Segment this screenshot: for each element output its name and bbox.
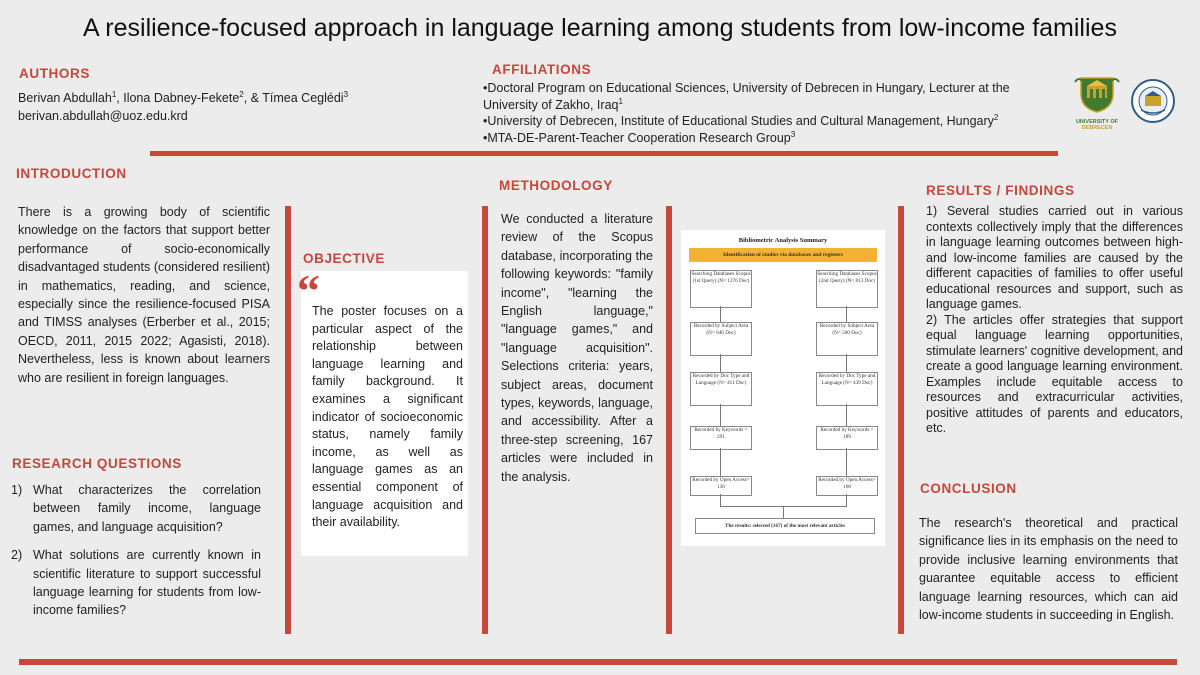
affiliation-text: University of Zakho, Iraq: [483, 97, 619, 112]
flow-left-box-2: Recorded by Subject Area (N= 646 Doc): [690, 322, 752, 356]
introduction-heading: INTRODUCTION: [16, 166, 127, 181]
affiliation-text: •University of Debrecen, Institute of Educational Studies and Cultural Management, Hungary: [483, 114, 994, 128]
flow-right-box-5: Recorded by Open Access= 168: [816, 476, 878, 496]
affiliation-sup: 2: [993, 112, 999, 122]
flow-arrow: [720, 448, 721, 476]
flow-arrow: [846, 494, 847, 506]
research-questions-list: [11, 481, 261, 630]
debrecen-logo-text: [1073, 119, 1121, 131]
right-vertical-divider: [898, 206, 904, 634]
affiliations-heading: AFFILIATIONS: [492, 62, 592, 77]
flow-left-box-4: Recorded by Keywords = 291: [690, 426, 752, 450]
objective-heading: OBJECTIVE: [303, 251, 385, 266]
objective-body: The poster focuses on a particular aspect of the relationship between language learning and family background. It examines a significant indicator of socioeconomic status, namely family income, as well as language games as an essential component of language acquisition and their availability.: [312, 304, 463, 530]
methodology-heading: METHODOLOGY: [499, 178, 613, 193]
top-divider: [150, 151, 1058, 156]
research-question-item: [11, 546, 261, 620]
author-sep: , &: [243, 91, 263, 105]
flow-arrow: [720, 404, 721, 426]
logo-line: DEBRECEN: [1081, 125, 1113, 131]
affiliation-text: •Doctoral Program on Educational Sciences, University of Debrecen in Hungary, Lecturer at the: [483, 81, 1010, 95]
research-questions-heading: RESEARCH QUESTIONS: [12, 456, 182, 471]
author-name: Ilona Dabney-Fekete: [123, 91, 240, 105]
logo-line: UNIVERSITY OF: [1075, 119, 1119, 125]
results-heading: RESULTS / FINDINGS: [926, 183, 1075, 198]
research-question-item: [11, 481, 261, 536]
author-sup: 3: [343, 89, 349, 99]
seal-icon: [1130, 78, 1176, 124]
debrecen-crest-icon: [1073, 74, 1121, 114]
affiliation-item-cont: [483, 97, 1063, 114]
flow-arrow: [720, 494, 721, 506]
bibliometric-flowchart: [681, 230, 885, 546]
author-sup: 1: [111, 89, 117, 99]
quote-icon: “: [297, 265, 320, 316]
rq-text: What solutions are currently known in scientific literature to support successful language learning for students from low-income families?: [33, 548, 261, 618]
flow-result-box: The results: selected (167) of the most relevant articles: [695, 518, 875, 534]
flow-arrow: [783, 506, 784, 518]
flow-right-box-2: Recorded by Subject Area (N= 500 Doc): [816, 322, 878, 356]
results-paragraph-1: 1) Several studies carried out in various contexts collectively imply that the differences in language learning outcomes between high- and low-income families are caused by the different capacities of families to offer useful educational resources and support, such as language games.: [926, 204, 1183, 311]
flow-arrow: [720, 306, 721, 322]
left-vertical-divider: [285, 206, 291, 634]
author-sep: ,: [116, 91, 124, 105]
authors-heading: AUTHORS: [19, 66, 90, 81]
author-email: berivan.abdullah@uoz.edu.krd: [18, 109, 188, 124]
rq-number: 2): [11, 548, 23, 563]
author-name: Berivan Abdullah: [18, 91, 112, 105]
flow-left-box-1: Searching Databases Scopus (1st Query) (N= 1276 Doc): [690, 270, 752, 308]
introduction-body: There is a growing body of scientific knowledge on the factors that support better performance of socio-economically disadvantaged students (considered resilient) in mathematics, reading, and science, especially since the resilience-focused PISA and TIMSS analyses (Erberber et al., 2015; OECD, 2011, 2015 2022; Agasisti, 2018). Nevertheless, less is known about learners who are resilient in foreign languages.: [18, 205, 270, 385]
institute-seal-logo: [1130, 78, 1176, 124]
flow-arrow: [846, 354, 847, 372]
flow-arrow: [846, 448, 847, 476]
middle-vertical-divider: [482, 206, 488, 634]
affiliation-item: [483, 130, 1063, 147]
rq-number: 1): [11, 483, 23, 497]
author-names: [18, 89, 458, 107]
university-debrecen-logo: [1073, 74, 1121, 131]
flow-arrow: [846, 404, 847, 426]
flow-arrow: [846, 306, 847, 322]
flow-arrow: [720, 354, 721, 372]
results-body: [926, 204, 1183, 437]
affiliation-item: [483, 80, 1063, 97]
author-sup: 2: [239, 89, 244, 99]
flow-left-box-5: Recorded by Open Access= 130: [690, 476, 752, 496]
rq-text: What characterizes the correlation between family income, language games, and language acquisition?: [33, 483, 261, 534]
conclusion-body: The research's theoretical and practical significance lies in its emphasis on the need to provide inclusive learning environments that guarantee equitable access to efficient language learning resources, which can aid low-income students in succeeding in English.: [919, 516, 1178, 623]
authors-block: [18, 89, 458, 126]
flow-right-box-3: Recorded by Doc Type and Language (N= 439 Doc): [816, 372, 878, 406]
affiliations-list: [483, 80, 1063, 146]
poster-title: A resilience-focused approach in language learning among students from low-income families: [83, 14, 1117, 42]
affiliation-sup: 3: [790, 129, 796, 139]
flow-left-box-3: Recorded by Doc Type and Language (N= 411 Doc): [690, 372, 752, 406]
affiliation-item: [483, 113, 1063, 130]
methodology-vertical-divider: [666, 206, 672, 634]
affiliation-sup: 1: [618, 96, 623, 106]
author-name: Tímea Ceglédi: [262, 91, 344, 105]
flow-right-box-4: Recorded by Keywords = 189: [816, 426, 878, 450]
conclusion-heading: CONCLUSION: [920, 481, 1017, 496]
flow-right-box-1: Searching Databases Scopus (2nd Query) (N= 813 Doc): [816, 270, 878, 308]
bottom-divider: [19, 659, 1177, 665]
flowchart-banner: Identification of studies via databases and registers: [689, 248, 877, 262]
affiliation-text: •MTA-DE-Parent-Teacher Cooperation Research Group: [483, 130, 791, 145]
methodology-body: We conducted a literature review of the Scopus database, incorporating the following keywords: "family income", "learning the English language," "language games," and "language acquisition". Selections criteria: years, subject areas, document types, keywords, language, and accessibility. After a three-step screening, 167 articles were included in the analysis.: [501, 212, 653, 484]
flowchart-title: Bibliometric Analysis Summary: [738, 237, 828, 244]
results-paragraph-2: 2) The articles offer strategies that support equal language learning opportunities, stimulate learners' cognitive development, and create a good language learning environment. Examples include equitable access to resources and extracurricular activities, positive attitudes of parents and educators, etc.: [926, 312, 1183, 435]
